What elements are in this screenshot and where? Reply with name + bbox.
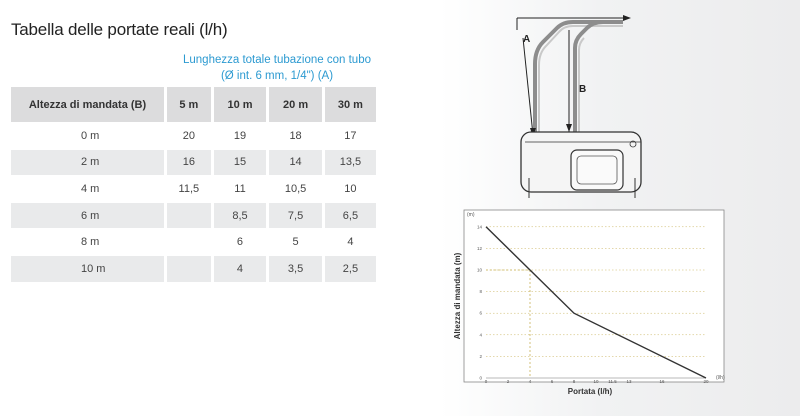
y-tick-label: 6 <box>479 310 482 316</box>
table-cell <box>166 255 213 281</box>
table-cell <box>166 229 213 256</box>
label-a: A <box>523 34 531 45</box>
label-b: B <box>579 84 587 95</box>
row-height: 0 m <box>11 123 166 150</box>
table-cell: 17 <box>323 123 376 150</box>
table-subheading <box>166 52 388 84</box>
table-cell: 5 <box>268 229 324 256</box>
table-cell: 18 <box>268 123 324 150</box>
header-col: 10 m <box>212 87 268 123</box>
y-tick-label: 0 <box>479 375 482 381</box>
y-unit-label: (m) <box>467 212 475 218</box>
x-tick-label: 6 <box>550 379 554 384</box>
x-tick-label: 0 <box>484 379 488 384</box>
header-col: 5 m <box>166 87 213 123</box>
x-tick-label: 11.5 <box>608 379 617 384</box>
flow-curve-chart <box>448 200 733 400</box>
table-cell: 13,5 <box>323 149 376 176</box>
x-tick-label: 20 <box>703 379 709 384</box>
row-height: 10 m <box>11 255 166 281</box>
row-height: 2 m <box>11 149 166 176</box>
row-height: 6 m <box>11 202 166 229</box>
y-tick-label: 2 <box>479 353 482 359</box>
subheading-line-1: Lunghezza totale tubazione con tubo <box>183 54 371 66</box>
page-title: Tabella delle portate reali (l/h) <box>11 20 228 39</box>
x-tick-label: 13 <box>626 379 632 384</box>
table-cell: 4 <box>323 229 376 256</box>
header-height: Altezza di mandata (B) <box>11 87 166 123</box>
table-row <box>11 149 376 176</box>
table-cell: 15 <box>212 149 268 176</box>
table-row <box>11 176 376 203</box>
y-tick-label: 14 <box>476 224 482 230</box>
table-cell: 3,5 <box>268 255 324 281</box>
table-cell: 11,5 <box>166 176 213 203</box>
x-unit-label: (l/h) <box>716 375 725 381</box>
y-tick-label: 8 <box>479 289 482 295</box>
table-cell: 11 <box>212 176 268 203</box>
table-cell: 6 <box>212 229 268 256</box>
row-height: 4 m <box>11 176 166 203</box>
table-row <box>11 255 376 281</box>
table-cell: 19 <box>212 123 268 150</box>
x-tick-label: 10 <box>593 379 599 384</box>
row-height: 8 m <box>11 229 166 256</box>
table-row <box>11 202 376 229</box>
x-axis-label: Portata (l/h) <box>567 387 613 396</box>
table-cell: 10,5 <box>268 176 324 203</box>
y-tick-label: 4 <box>479 332 482 338</box>
table-cell: 7,5 <box>268 202 324 229</box>
x-tick-label: 4 <box>528 379 532 384</box>
table-cell: 2,5 <box>323 255 376 281</box>
table-cell: 6,5 <box>323 202 376 229</box>
table-row <box>11 229 376 256</box>
y-axis-label: Altezza di mandata (m) <box>453 252 462 340</box>
table-cell: 20 <box>166 123 213 150</box>
table-cell: 16 <box>166 149 213 176</box>
table-cell: 8,5 <box>212 202 268 229</box>
table-header-row <box>11 87 376 123</box>
x-tick-label: 16 <box>659 379 665 384</box>
table-cell: 14 <box>268 149 324 176</box>
x-tick-label: 8 <box>572 379 576 384</box>
table-cell <box>166 202 213 229</box>
table-row <box>11 123 376 150</box>
x-tick-label: 2 <box>506 379 510 384</box>
table-cell: 4 <box>212 255 268 281</box>
flow-rate-table <box>11 87 376 282</box>
table-cell: 10 <box>323 176 376 203</box>
y-tick-label: 12 <box>476 245 482 251</box>
plot-area <box>464 210 724 382</box>
subheading-line-2: (Ø int. 6 mm, 1/4") (A) <box>220 70 334 82</box>
header-col: 30 m <box>323 87 376 123</box>
header-col: 20 m <box>268 87 324 123</box>
pump-installation-diagram <box>515 10 685 200</box>
y-tick-label: 10 <box>476 267 482 273</box>
